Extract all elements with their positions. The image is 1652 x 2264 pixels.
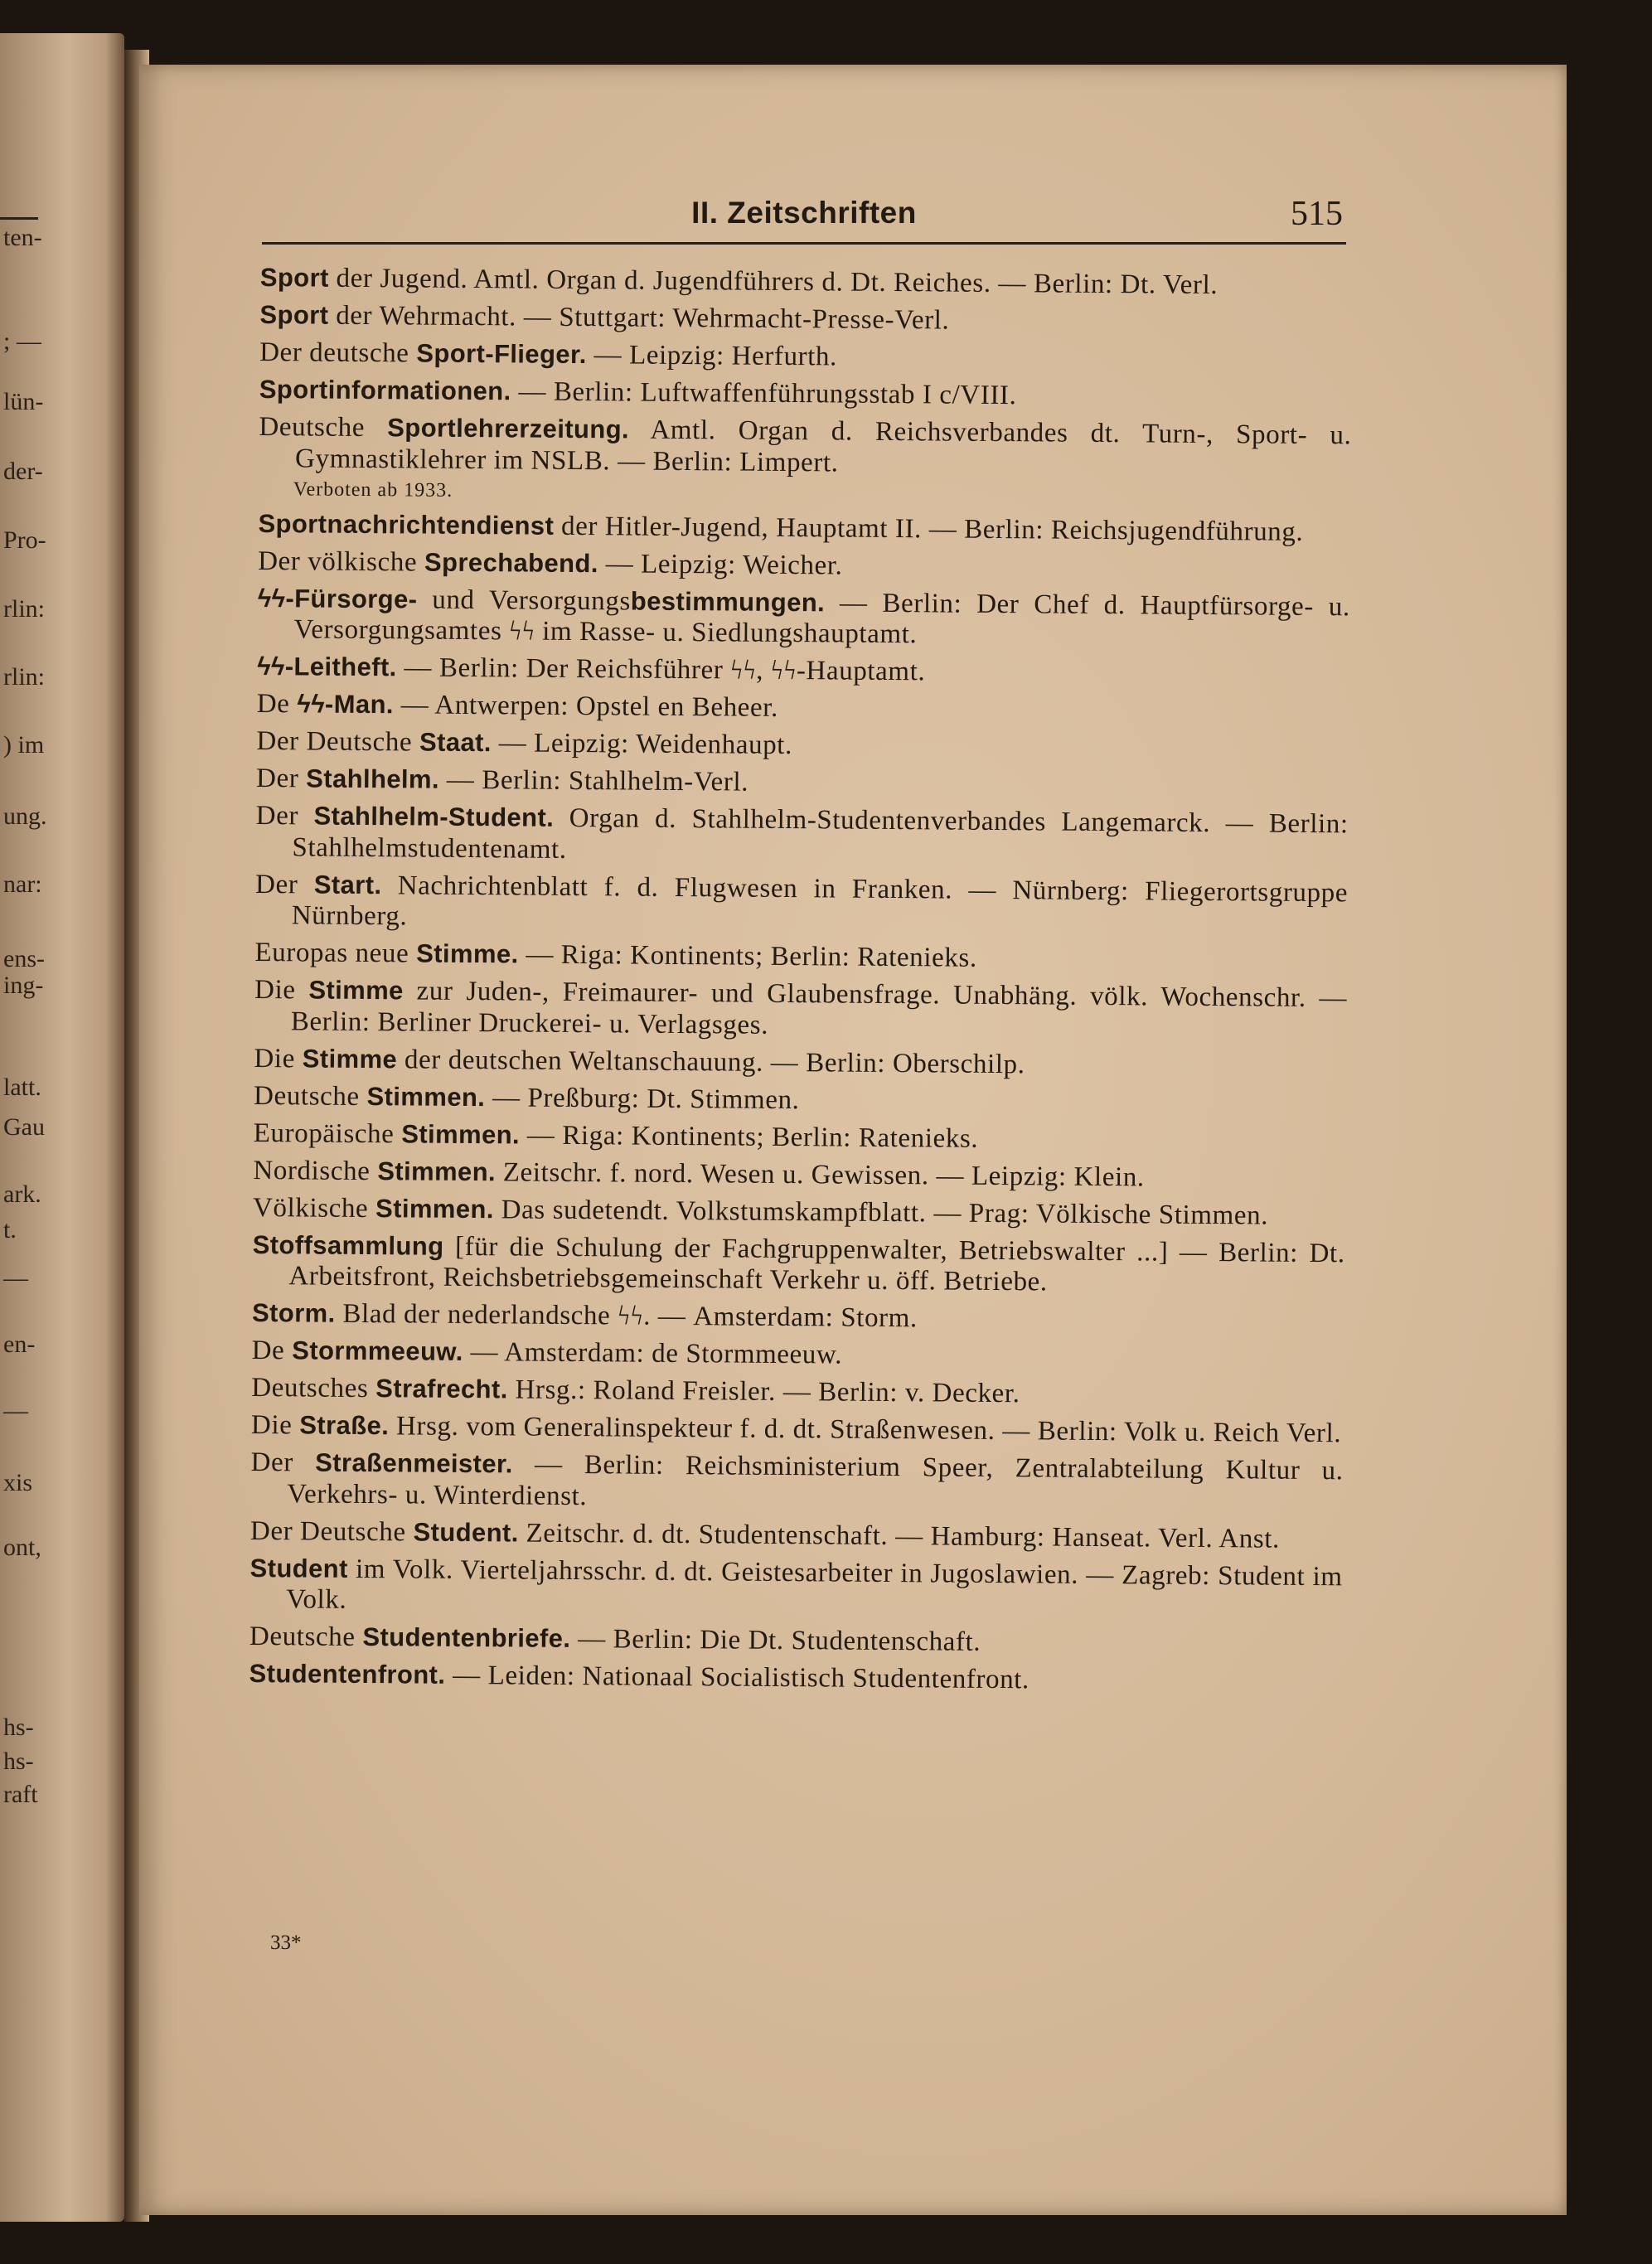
entry-title: ϟϟ-Leitheft. [257,651,397,682]
entry-title: Student. [413,1516,519,1547]
entry-prefix: Die [250,1409,300,1441]
entry [259,411,1352,482]
entry-details: — Leipzig: Weidenhaupt. [491,728,793,761]
entry-prefix: Der Deutsche [256,725,420,758]
facing-page-rule [0,217,38,220]
entry-details: — Riga: Kontinents; Berlin: Ratenieks. [518,939,977,973]
entry-title-part: bestimmungen. [630,586,826,617]
entry-details: und Versorgungs [417,584,632,617]
entry-title: Stahlhelm-Student. [313,801,555,832]
entry-prefix: Deutsche [253,1080,367,1112]
facing-page-fragment: Pro- [3,526,46,554]
entry-title: Sportinformationen. [259,374,511,406]
entry-details: Nachrichtenblatt f. d. Flugwesen in Franken. — Nürnberg: Fliegerortsgruppe Nürnberg. [291,870,1349,932]
entry-details: — Leipzig: Weicher. [598,548,843,581]
entry [259,299,1352,340]
facing-page-edge [0,33,124,2222]
entry-title: Storm. [251,1297,336,1328]
entry-title: Start. [313,870,382,899]
facing-page-fragment: ing- [3,972,44,999]
entry-title: Stimmen. [366,1081,486,1112]
entry-details: — Amsterdam: de Stormmeeuw. [463,1336,843,1370]
entry-details: Hrsg. vom Generalinspekteur f. d. dt. Straßenwesen. — Berlin: Volk u. Reich Verl. [389,1411,1342,1449]
entry-details: — Antwerpen: Opstel en Beheer. [393,690,779,723]
entry-details: der Hitler-Jugend, Hauptamt II. — Berlin: Reichsjugendführung. [554,511,1304,547]
entry [257,582,1350,653]
entry-details: — Berlin: Reichsministerium Speer, Zentralabteilung Kultur u. Verkehrs- u. Winterdienst. [287,1449,1344,1511]
entry-title: Strafrecht. [375,1374,508,1404]
facing-page-fragment: der- [3,458,43,485]
entry-title: Studentenbriefe. [362,1622,571,1653]
entry-prefix: Der [255,800,314,831]
facing-page-fragment: Gau [3,1113,45,1141]
facing-page-fragment: nar: [3,870,42,898]
entry-details: Zeitschr. d. dt. Studentenschaft. — Hamburg: Hanseat. Verl. Anst. [518,1517,1281,1554]
entry-prefix: Deutsche [259,411,388,444]
facing-page-fragment: raft [3,1781,38,1808]
facing-page-fragment: lün- [3,388,44,415]
entry-details: — Preßburg: Dt. Stimmen. [485,1082,800,1115]
entry [256,725,1349,766]
entry-title: Stoffsammlung [252,1229,444,1261]
entry-details-cont: — Berlin: Der Chef d. Hauptfürsorge- u. Versorgungsamtes ϟϟ im Rasse- u. Siedlungshauptamt. [293,587,1350,650]
entry-title: ϟϟ-Man. [297,689,395,720]
facing-page-fragment: ten- [3,224,42,251]
facing-page-fragment: xis [3,1469,33,1496]
entry-details: zur Juden-, Freimaurer- und Glaubensfrage. Unabhäng. völk. Wochenschr. — Berlin: Berliner Druckerei- u. Verlagsges. [290,976,1348,1040]
entry [249,1621,1342,1661]
entry [251,1409,1344,1450]
entry-prefix: De [251,1335,293,1366]
section-title: II. Zeitschriften [691,196,917,230]
entry [256,763,1349,803]
entry-details: im Volk. Vierteljahrsschr. d. dt. Geistesarbeiter in Jugoslawien. — Zagreb: Student im Volk. [286,1554,1343,1615]
entry [259,374,1352,415]
entry [258,507,1350,548]
entry-details: — Berlin: Die Dt. Studentenschaft. [570,1623,981,1657]
entry-details: Hrsg.: Roland Freisler. — Berlin: v. Decker. [507,1374,1020,1409]
entry-title: Straßenmeister. [315,1447,513,1479]
entry-details: der Wehrmacht. — Stuttgart: Wehrmacht-Presse-Verl. [328,300,950,336]
entry [249,1658,1341,1699]
entry [254,1079,1346,1120]
entry-prefix: Nordische [253,1155,378,1186]
entry [257,688,1349,729]
entry-title: Sportlehrerzeitung. [387,413,630,444]
entry-prefix: Europas neue [254,937,417,969]
entry-prefix: Europäische [253,1117,402,1149]
entry [249,1552,1343,1623]
entry [254,974,1348,1045]
entry [253,1191,1345,1232]
entry-title: Studentenfront. [249,1658,446,1690]
entry [254,1042,1346,1083]
entry-prefix: Die [254,974,309,1006]
facing-page-fragment: ont, [3,1534,41,1561]
facing-page-fragment: hs- [3,1714,34,1741]
entry-prefix: Die [254,1043,303,1074]
facing-page-fragment: — [3,1264,28,1292]
entry-prefix: Der [254,869,314,900]
entry-details: — Berlin: Stahlhelm-Verl. [438,764,749,797]
entry-prefix: Deutsches [251,1372,376,1404]
entry [251,1372,1344,1413]
entry-details: — Leiden: Nationaal Socialistisch Studentenfront. [445,1660,1030,1695]
entry-title: Sport [259,262,329,293]
entry [257,651,1349,691]
entry-prefix: Der [250,1447,316,1478]
bibliography-list [249,262,1353,1704]
entry-prefix: Deutsche [249,1621,363,1653]
facing-page-fragment: rlin: [3,595,45,623]
facing-page-fragment: ; — [3,327,41,355]
entry-details: — Leipzig: Herfurth. [586,340,838,372]
entry [258,545,1350,585]
facing-page-fragment: ung. [3,802,47,830]
entry [250,1447,1344,1518]
entry-title: Stimme [302,1043,398,1074]
entry-details: Zeitschr. f. nord. Wesen u. Gewissen. — Leipzig: Klein. [495,1156,1145,1192]
page-number: 515 [1291,195,1343,233]
entry-details: — Berlin: Luftwaffenführungsstab I c/VIII. [511,376,1017,411]
signature-mark: 33* [270,1932,302,1954]
facing-page-fragment: ark. [3,1180,41,1208]
entry-title: Stormmeeuw. [292,1336,463,1366]
entry-prefix: Der deutsche [259,337,417,369]
entry [254,937,1347,977]
entry-title: Stimmen. [377,1156,497,1186]
running-header [262,194,1346,245]
facing-page-fragment: hs- [3,1748,34,1775]
entry [250,1515,1343,1555]
entry-title: Sportnachrichtendienst [258,508,555,541]
entry-title: Stahlhelm. [306,764,440,794]
entry-prefix: Der völkische [258,545,425,578]
entry-title: Sport [259,299,329,330]
entry [259,337,1352,377]
facing-page-fragment: t. [3,1216,17,1244]
entry-details: — Berlin: Der Reichsführer ϟϟ, ϟϟ-Hauptamt. [396,652,926,687]
facing-page-fragment: ) im [3,731,45,759]
facing-page-fragment: latt. [3,1074,41,1101]
entry-details: Das sudetendt. Volkstumskampfblatt. — Prag: Völkische Stimmen. [493,1194,1269,1231]
facing-page-fragment: — [3,1397,28,1424]
entry-title: ϟϟ-Fürsorge- [257,583,418,613]
entry-title: Sprechabend. [424,547,598,578]
entry [252,1229,1345,1300]
entry-title: Stimmen. [401,1118,521,1149]
entry [255,800,1349,871]
facing-page-fragment: ens- [3,945,45,972]
entry [254,1117,1346,1157]
entry-details: Blad der nederlandsche ϟϟ. — Amsterdam: Storm. [335,1298,918,1334]
entry-details: Amtl. Organ d. Reichsverbandes dt. Turn-, Sport- u. Gymnastiklehrer im NSLB. — Berlin: Limpert. [294,415,1352,478]
entry [253,1154,1345,1195]
entry-title: Straße. [299,1410,390,1441]
entry-title: Stimmen. [375,1193,494,1224]
entry-title: Stimme. [416,938,519,969]
entry-details: der Jugend. Amtl. Organ d. Jugendführers d. Dt. Reiches. — Berlin: Dt. Verl. [328,263,1218,301]
entry-prefix: Der [255,763,307,794]
entry-note: Verboten ab 1933. [293,478,453,502]
entry-details: Organ d. Stahlhelm-Studentenverbandes Langemarck. — Berlin: Stahlhelmstudentenamt. [292,802,1349,865]
facing-page-fragment: en- [3,1331,36,1358]
entry-prefix: De [256,688,298,720]
entry-details: der deutschen Weltanschauung. — Berlin: Oberschilp. [397,1044,1025,1079]
entry-title: Stimme [308,975,404,1006]
entry-details: — Riga: Kontinents; Berlin: Ratenieks. [519,1119,979,1154]
entry [252,1335,1344,1375]
entry-title: Student [249,1553,348,1583]
entry-details: [für die Schulung der Fachgruppenwalter, Betriebswalter ...] — Berlin: Dt. Arbeitsfront, Reichsbetriebsgemeinschaft Verkehr u. öff. Betriebe. [288,1231,1345,1297]
facing-page-fragment: rlin: [3,663,45,691]
entry-prefix: Der Deutsche [249,1515,414,1547]
entry [252,1297,1344,1338]
entry-prefix: Völkische [252,1192,376,1224]
entry-title: Staat. [419,727,492,758]
entry [255,868,1349,939]
entry-title: Sport-Flieger. [416,338,587,370]
